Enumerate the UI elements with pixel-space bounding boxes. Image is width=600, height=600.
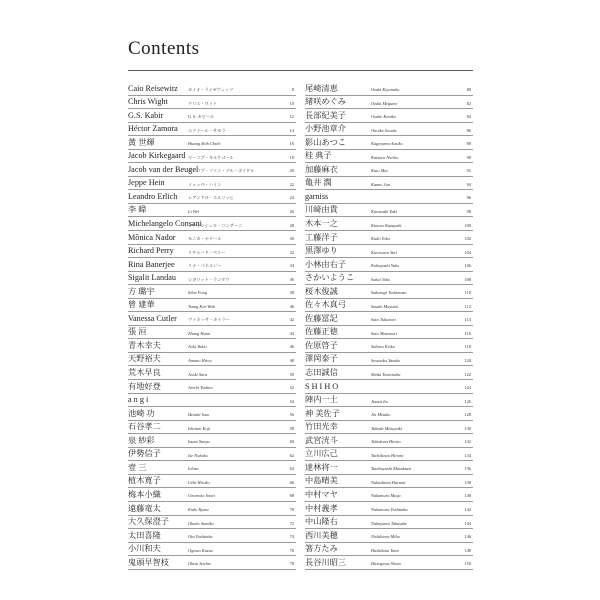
page-number: 106 xyxy=(464,263,471,269)
artist-reading: Kageyama Atsuko xyxy=(371,141,403,147)
artist-name: Mônica Nador xyxy=(128,232,176,242)
artist-name: 太田喜隆 xyxy=(128,530,161,540)
artist-reading: Endo Ryuta xyxy=(188,507,209,512)
toc-entry xyxy=(305,421,473,435)
artist-reading: カイオ・ライゼヴィッツ xyxy=(188,87,234,93)
page-number: 128 xyxy=(464,412,471,418)
page-number: 116 xyxy=(464,330,471,336)
artist-reading: Tatebayashi Masakazu xyxy=(371,466,411,472)
toc-entry xyxy=(128,299,296,313)
artist-name: 植木寛子 xyxy=(128,476,161,486)
artist-reading: Nakashima Harumi xyxy=(371,479,406,485)
page-number: 122 xyxy=(464,371,471,377)
page-number: 108 xyxy=(464,276,471,282)
toc-entry xyxy=(128,543,296,557)
artist-name: 大久保澄子 xyxy=(128,517,169,527)
toc-entry xyxy=(305,475,473,489)
toc-entry xyxy=(305,543,473,557)
artist-name: 影山あつこ xyxy=(305,137,346,147)
toc-entry xyxy=(305,312,473,326)
artist-name: 鬼頭早智枝 xyxy=(128,557,169,567)
artist-name: さかいようこ xyxy=(305,273,355,283)
toc-entry xyxy=(128,516,296,530)
artist-reading: Sato Masanori xyxy=(371,330,397,336)
artist-name: S H I H O xyxy=(305,381,339,391)
artist-reading: Kudo Yoko xyxy=(371,236,390,242)
page-number: 142 xyxy=(464,507,471,512)
toc-entry xyxy=(128,366,296,380)
toc-entry xyxy=(305,407,473,421)
artist-name: 黃 世輝 xyxy=(128,137,155,147)
page-number: 120 xyxy=(464,357,471,363)
artist-name: 天野裕夫 xyxy=(128,354,161,364)
artist-reading: Hasegawa Shozo xyxy=(371,561,402,567)
artist-name: Sigalit Landau xyxy=(128,273,176,283)
page-number: 30 xyxy=(289,236,294,242)
artist-name: 亀井 潤 xyxy=(305,178,332,188)
toc-entry xyxy=(305,502,473,516)
page-number: 78 xyxy=(289,561,294,567)
page-number: 18 xyxy=(289,154,294,160)
toc-entry xyxy=(128,475,296,489)
page-number: 22 xyxy=(289,181,294,187)
artist-name: 木本一之 xyxy=(305,219,338,229)
page-number: 66 xyxy=(289,479,294,485)
page-number: 64 xyxy=(289,466,294,472)
page-number: 98 xyxy=(466,208,471,214)
artist-reading: Umimoto Saori xyxy=(188,493,215,499)
artist-name: 小林由右子 xyxy=(305,259,346,269)
artist-name: 方 璐宇 xyxy=(128,286,155,296)
toc-entry xyxy=(305,190,473,204)
artist-name: Caio Reisewitz xyxy=(128,83,178,93)
artist-reading: Shida Tomonobu xyxy=(371,371,401,377)
toc-entry xyxy=(128,82,296,96)
page-number: 26 xyxy=(289,208,294,214)
toc-entry xyxy=(305,285,473,299)
artist-name: 長谷川昭三 xyxy=(305,557,346,567)
toc-entry xyxy=(305,529,473,543)
page-number: 68 xyxy=(289,493,294,499)
toc-entry xyxy=(128,556,296,570)
artist-reading: Kamei Jun xyxy=(371,181,390,187)
artist-reading: Sakai Yoko xyxy=(371,276,391,282)
page-number: 8 xyxy=(291,87,294,93)
page-number: 20 xyxy=(289,168,294,174)
toc-entry xyxy=(305,326,473,340)
artist-name: 加藤麻衣 xyxy=(305,164,338,174)
page-number: 92 xyxy=(466,168,471,174)
artist-name: 池崎 功 xyxy=(128,408,155,418)
toc-entry xyxy=(305,339,473,353)
artist-name: 中村義孝 xyxy=(305,503,338,513)
page-number: 44 xyxy=(289,330,294,336)
artist-reading: イェッペ・ハイン xyxy=(188,181,222,187)
artist-name: Chris Wight xyxy=(128,97,168,107)
artist-reading: Jinnai Ito xyxy=(371,398,388,404)
toc-entry xyxy=(305,272,473,286)
artist-name: 張 洹 xyxy=(128,327,147,337)
artist-name: 箸方たみ xyxy=(305,544,338,554)
toc-entry xyxy=(305,434,473,448)
toc-entry xyxy=(305,353,473,367)
toc-entry xyxy=(128,272,296,286)
artist-reading: エクトール・サモラ xyxy=(188,127,226,133)
page-number: 72 xyxy=(289,520,294,526)
artist-name: 竹田光幸 xyxy=(305,422,338,432)
artist-reading: Sahara Keiko xyxy=(371,344,396,350)
page-number: 102 xyxy=(464,236,471,242)
artist-name: 桂 典子 xyxy=(305,151,332,161)
artist-name: 工藤洋子 xyxy=(305,232,338,242)
artist-name: 遠藤竜太 xyxy=(128,503,161,513)
artist-name: 西川美穂 xyxy=(305,530,338,540)
toc-entry xyxy=(305,556,473,570)
page-number: 32 xyxy=(289,249,294,255)
toc-entry xyxy=(128,380,296,394)
page-number: 82 xyxy=(466,100,471,106)
toc-entry xyxy=(128,231,296,245)
artist-name: 小野池章介 xyxy=(305,124,346,134)
page-number: 70 xyxy=(289,507,294,512)
artist-reading: Ishitani Koji xyxy=(188,425,211,431)
artist-name: 小川和夫 xyxy=(128,544,161,554)
toc-entry xyxy=(305,82,473,96)
artist-reading: Ota Yoshitaka xyxy=(188,534,213,540)
artist-reading: Nishikawa Miho xyxy=(371,534,400,540)
artist-reading: レアンドロ・エルリッヒ xyxy=(188,195,234,201)
toc-entry xyxy=(305,258,473,272)
toc-entry xyxy=(128,190,296,204)
artist-reading: Katsura Noriko xyxy=(371,154,399,160)
artist-reading: Ikezaki Isao xyxy=(188,412,210,418)
page-number: 54 xyxy=(289,398,294,404)
page-number: 90 xyxy=(466,154,471,160)
page-number: 16 xyxy=(289,141,294,147)
toc-entry xyxy=(305,217,473,231)
artist-name: G.S. Kabir xyxy=(128,110,164,120)
artist-reading: Kato Mai xyxy=(371,168,388,174)
toc-entry xyxy=(305,448,473,462)
artist-name: 尾崎清恵 xyxy=(305,83,338,93)
toc-entry xyxy=(128,529,296,543)
page-number: 60 xyxy=(289,439,294,445)
toc-entry xyxy=(305,109,473,123)
artist-name: Leandro Erlich xyxy=(128,191,178,201)
toc-entry xyxy=(128,312,296,326)
toc-entry xyxy=(305,488,473,502)
artist-reading: リチャード・ペリー xyxy=(188,249,226,255)
artist-name: 黒澤ゆり xyxy=(305,246,338,256)
artist-name: 中山隆右 xyxy=(305,517,338,527)
page-number: 130 xyxy=(464,425,471,431)
artist-name: 陣内一土 xyxy=(305,395,338,405)
toc-entry xyxy=(305,245,473,259)
artist-reading: Onoike Sosuke xyxy=(371,127,397,133)
artist-name: 澤岡泰子 xyxy=(305,354,338,364)
page-number: 50 xyxy=(289,371,294,377)
toc-entry xyxy=(305,299,473,313)
artist-reading: Aoki Yukio xyxy=(188,344,207,350)
toc-entry xyxy=(128,394,296,408)
toc-entry xyxy=(128,421,296,435)
toc-entry xyxy=(128,177,296,191)
toc-entry xyxy=(305,394,473,408)
page-number: 150 xyxy=(464,561,471,567)
artist-name: Héctor Zamora xyxy=(128,124,178,134)
artist-reading: シガリット・ランダウ xyxy=(188,276,230,282)
artist-reading: ヤーコブ・キルケゴール xyxy=(188,154,234,160)
page-number: 110 xyxy=(464,290,471,296)
toc-entry xyxy=(128,123,296,137)
page-number: 112 xyxy=(464,303,471,309)
artist-reading: モニカ・ナドール xyxy=(188,236,222,242)
page-number: 48 xyxy=(289,357,294,363)
toc-entry xyxy=(305,163,473,177)
toc-entry xyxy=(128,217,296,231)
page-number: 146 xyxy=(464,534,471,540)
page-number: 24 xyxy=(289,195,294,201)
artist-reading: Kimoto Kazuyuki xyxy=(371,222,402,228)
toc-entry xyxy=(305,96,473,110)
artist-reading: Nakamura Yoshitaka xyxy=(371,507,408,512)
page-number: 118 xyxy=(464,344,471,350)
artist-reading: Kobayashi Yuko xyxy=(371,263,400,269)
artist-reading: クリス・ワイト xyxy=(188,100,218,106)
page-number: 10 xyxy=(289,100,294,106)
artist-reading: Amano Hiroo xyxy=(188,357,212,363)
artist-reading: Nakayama Takasuke xyxy=(371,520,408,526)
artist-name: 石谷孝二 xyxy=(128,422,161,432)
page-number: 124 xyxy=(464,385,471,391)
artist-name: 川﨑由貴 xyxy=(305,205,338,215)
artist-reading: Ichizo xyxy=(188,466,199,472)
artist-name: 緒咲めぐみ xyxy=(305,97,346,107)
toc-entry xyxy=(128,339,296,353)
toc-entry xyxy=(305,177,473,191)
artist-reading: Ise Nobuko xyxy=(188,452,208,458)
left-column xyxy=(128,82,296,570)
toc-entry xyxy=(128,448,296,462)
page-title: Contents xyxy=(128,38,200,59)
page-number: 80 xyxy=(466,87,471,93)
artist-reading: Li Wei xyxy=(188,208,200,214)
page-number: 42 xyxy=(289,317,294,323)
page-number: 74 xyxy=(289,534,294,540)
page-number: 76 xyxy=(289,547,294,553)
artist-name: Michelangelo Consani xyxy=(128,219,202,229)
page-number: 114 xyxy=(464,317,471,323)
toc-entry xyxy=(128,502,296,516)
artist-reading: ヴァネッサ・カトラー xyxy=(188,317,230,323)
artist-name: 曾 建華 xyxy=(128,300,155,310)
artist-name: 中村マヤ xyxy=(305,489,338,499)
page-number: 94 xyxy=(466,181,471,187)
page-number: 132 xyxy=(464,439,471,445)
toc-entry xyxy=(128,434,296,448)
artist-name: Rina Banerjee xyxy=(128,259,175,269)
artist-name: 佐々木真弓 xyxy=(305,300,346,310)
toc-entry xyxy=(128,461,296,475)
page-number: 38 xyxy=(289,290,294,296)
artist-name: 志田誠信 xyxy=(305,368,338,378)
page-number: 36 xyxy=(289,276,294,282)
toc-entry xyxy=(128,353,296,367)
artist-reading: Takeda Mitsuyuki xyxy=(371,425,402,431)
page-number: 58 xyxy=(289,425,294,431)
toc-entry xyxy=(305,366,473,380)
page-number: 126 xyxy=(464,398,471,404)
page-number: 136 xyxy=(464,466,471,472)
artist-name: 中島晴美 xyxy=(305,476,338,486)
page-number: 144 xyxy=(464,520,471,526)
page-number: 40 xyxy=(289,303,294,309)
page-number: 84 xyxy=(466,114,471,120)
page-number: 134 xyxy=(464,452,471,458)
toc-entry xyxy=(128,245,296,259)
page-number: 100 xyxy=(464,222,471,228)
artist-reading: Nakamura Maya xyxy=(371,493,401,499)
artist-reading: Ozaki Kiyomala xyxy=(371,87,400,93)
artist-name: 桜木俊誠 xyxy=(305,286,338,296)
page-number: 62 xyxy=(289,452,294,458)
title-rule xyxy=(128,70,473,71)
artist-reading: リナ・バネルジー xyxy=(188,263,222,269)
page-number: 14 xyxy=(289,127,294,133)
page-number: 148 xyxy=(464,547,471,553)
artist-reading: Kawasaki Yuki xyxy=(371,208,397,214)
page-number: 56 xyxy=(289,412,294,418)
artist-reading: Silas Fong xyxy=(188,290,207,296)
artist-reading: ヤーコブ・ファン・デル・ボイゲル xyxy=(188,168,255,174)
toc-entry xyxy=(305,123,473,137)
artist-name: 壹 三 xyxy=(128,462,147,472)
artist-name: Jacob van der Beugel xyxy=(128,164,199,174)
artist-name: 立川広己 xyxy=(305,449,338,459)
toc-entry xyxy=(128,407,296,421)
artist-name: 佐藤正徳 xyxy=(305,327,338,337)
artist-reading: Ozaki Megumi xyxy=(371,100,397,106)
artist-name: Richard Perry xyxy=(128,246,174,256)
toc-entry xyxy=(305,150,473,164)
artist-name: 佐藤冨記 xyxy=(305,313,338,323)
artist-reading: Okisu Sachie xyxy=(188,561,212,567)
toc-entry xyxy=(128,96,296,110)
artist-name: 李 暐 xyxy=(128,205,147,215)
artist-name: Jacob Kirkegaard xyxy=(128,151,186,161)
artist-reading: Sakuragi Toshimasa xyxy=(371,290,407,296)
toc-entry xyxy=(128,163,296,177)
artist-name: a n g i xyxy=(128,395,149,405)
artist-reading: Arichi Yoshito xyxy=(188,385,213,391)
toc-entry xyxy=(128,285,296,299)
artist-name: garniss xyxy=(305,191,329,201)
page-number: 138 xyxy=(464,479,471,485)
page-number: 104 xyxy=(464,249,471,255)
artist-name: 荒木早良 xyxy=(128,368,161,378)
toc-entry xyxy=(305,461,473,475)
toc-entry xyxy=(128,488,296,502)
toc-entry xyxy=(128,109,296,123)
artist-name: 伊勢信子 xyxy=(128,449,161,459)
page-number: 28 xyxy=(289,222,294,228)
toc-entry xyxy=(305,380,473,394)
artist-reading: Jin Misako xyxy=(371,412,391,418)
toc-entry xyxy=(128,326,296,340)
toc-entry xyxy=(128,258,296,272)
right-column xyxy=(305,82,473,570)
artist-reading: Kurosawa Yuri xyxy=(371,249,398,255)
toc-entry xyxy=(128,136,296,150)
artist-reading: Araki Sara xyxy=(188,371,208,377)
artist-reading: Tsang Kin-Wah xyxy=(188,303,215,309)
artist-name: 佐原啓子 xyxy=(305,340,338,350)
artist-name: 達林将一 xyxy=(305,462,338,472)
page-number: 34 xyxy=(289,263,294,269)
artist-reading: Tachikawa Hiromi xyxy=(371,452,404,458)
toc-entry xyxy=(305,516,473,530)
artist-reading: Hashikata Tami xyxy=(371,547,399,553)
toc-entry xyxy=(305,231,473,245)
artist-reading: Okubo Sumiko xyxy=(188,520,214,526)
page-number: 12 xyxy=(289,114,294,120)
artist-reading: Izumi Saaya xyxy=(188,439,210,445)
page-number: 88 xyxy=(466,141,471,147)
artist-name: 青木幸夫 xyxy=(128,340,161,350)
artist-name: 有地好登 xyxy=(128,381,161,391)
artist-reading: Osabe Kimiko xyxy=(371,114,396,120)
toc-entry xyxy=(305,136,473,150)
page-number: 46 xyxy=(289,344,294,350)
page-number: 96 xyxy=(466,195,471,201)
page-number: 52 xyxy=(289,385,294,391)
page-number: 140 xyxy=(464,493,471,499)
toc-entry xyxy=(128,204,296,218)
artist-reading: Zhang Huan xyxy=(188,330,211,336)
artist-name: Vanessa Cutler xyxy=(128,313,177,323)
artist-name: 梅本小織 xyxy=(128,489,161,499)
artist-name: 神 美佐子 xyxy=(305,408,340,418)
artist-reading: Takedomi Hiroto xyxy=(371,439,401,445)
artist-reading: Sato Tukunori xyxy=(371,317,396,323)
artist-name: 武宮洸斗 xyxy=(305,435,338,445)
toc-entry xyxy=(305,204,473,218)
toc-entry xyxy=(128,150,296,164)
artist-name: 泉 紗彩 xyxy=(128,435,155,445)
artist-name: Jeppe Hein xyxy=(128,178,165,188)
artist-reading: G. S. カビール xyxy=(188,114,215,120)
artist-reading: Sasaki Mayumi xyxy=(371,303,398,309)
artist-reading: ミケランジェロ・コンサーニ xyxy=(188,222,243,228)
artist-reading: Huang Shih Chieh xyxy=(188,141,221,147)
artist-name: 長部紀美子 xyxy=(305,110,346,120)
artist-reading: Sawaoka Yasuko xyxy=(371,357,401,363)
page-number: 86 xyxy=(466,127,471,133)
artist-reading: Ogawa Kazuo xyxy=(188,547,214,553)
artist-reading: Ueki Hiroko xyxy=(188,479,210,485)
